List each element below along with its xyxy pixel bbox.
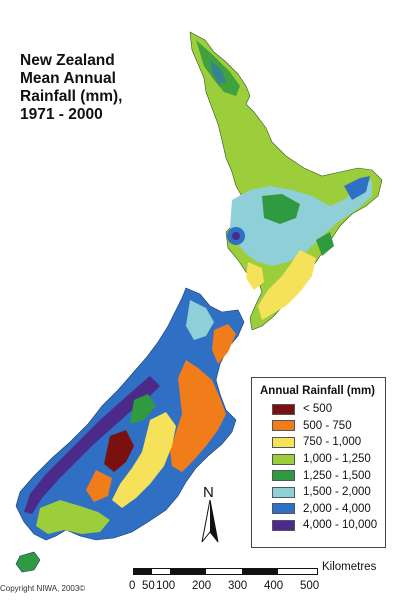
legend-item bbox=[260, 434, 385, 451]
legend-title: Annual Rainfall (mm) bbox=[260, 385, 376, 397]
title-line-4: 1971 - 2000 bbox=[20, 106, 103, 123]
taranaki-peak bbox=[232, 232, 240, 240]
title-line-1: New Zealand bbox=[20, 52, 115, 69]
legend-rows bbox=[260, 401, 385, 534]
legend-item bbox=[260, 467, 385, 484]
legend-label: 500 - 750 bbox=[303, 419, 352, 432]
legend-label: 1,500 - 2,000 bbox=[303, 486, 371, 499]
legend-label: 2,000 - 4,000 bbox=[303, 502, 371, 515]
title-line-3: Rainfall (mm), bbox=[20, 88, 123, 105]
legend-item bbox=[260, 401, 385, 418]
scale-tick-label: 300 bbox=[228, 580, 248, 592]
scale-bar bbox=[133, 568, 318, 575]
legend-item bbox=[260, 418, 385, 435]
legend-label: 1,000 - 1,250 bbox=[303, 453, 371, 466]
legend-item bbox=[260, 517, 385, 534]
legend-item bbox=[260, 501, 385, 518]
stewart-island bbox=[16, 552, 40, 572]
legend-label: 4,000 - 10,000 bbox=[303, 519, 378, 532]
copyright-notice: Copyright NIWA, 2003© bbox=[0, 584, 86, 593]
legend-label: 750 - 1,000 bbox=[303, 436, 362, 449]
legend-swatch bbox=[272, 470, 295, 481]
legend-swatch bbox=[272, 520, 295, 531]
legend-swatch bbox=[272, 437, 295, 448]
scale-tick-label: 500 bbox=[300, 580, 320, 592]
scale-tick-label: 100 bbox=[156, 580, 176, 592]
title-line-2: Mean Annual bbox=[20, 70, 116, 87]
scale-bar-segments bbox=[134, 569, 317, 574]
rainfall-legend bbox=[251, 377, 386, 548]
legend-swatch bbox=[272, 503, 295, 514]
legend-swatch bbox=[272, 487, 295, 498]
north-label: N bbox=[203, 484, 214, 501]
legend-swatch bbox=[272, 420, 295, 431]
legend-item bbox=[260, 484, 385, 501]
legend-label: 1,250 - 1,500 bbox=[303, 469, 371, 482]
scale-unit: Kilometres bbox=[322, 561, 377, 573]
legend-item bbox=[260, 451, 385, 468]
legend-label: < 500 bbox=[303, 403, 333, 416]
marlborough-orange bbox=[212, 324, 236, 364]
scale-tick-label: 0 bbox=[129, 580, 136, 592]
legend-swatch bbox=[272, 404, 295, 415]
map-title bbox=[20, 52, 200, 124]
scale-tick-label: 200 bbox=[192, 580, 212, 592]
scale-tick-label: 400 bbox=[264, 580, 284, 592]
legend-swatch bbox=[272, 454, 295, 465]
scale-tick-label: 50 bbox=[142, 580, 155, 592]
